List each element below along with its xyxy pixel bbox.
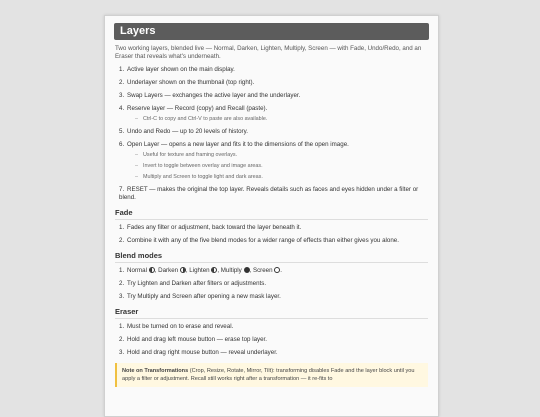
eraser-item <box>115 323 428 331</box>
separator: , <box>249 267 253 274</box>
item-number: 2. <box>119 79 125 86</box>
blend-mode-label: Multiply <box>220 267 242 274</box>
layers-help-panel <box>104 15 439 417</box>
blend-mode-label: Lighten <box>189 267 210 274</box>
eraser-list <box>115 323 428 357</box>
item-number: 2. <box>119 336 125 343</box>
blend-item <box>115 280 428 288</box>
item-text: Hold and drag left mouse button — erase top layer. <box>127 336 267 343</box>
item-text: Open Layer — opens a new layer and fits it to the dimensions of the open image. <box>127 141 349 148</box>
separator: , <box>217 267 221 274</box>
item-number: 3. <box>119 349 125 356</box>
item-number: 1. <box>119 267 125 274</box>
sub-item-text: Invert to toggle between overlay and image areas. <box>143 163 263 169</box>
layers-item <box>115 105 428 123</box>
dash-icon: – <box>135 163 138 169</box>
layers-list <box>115 66 428 202</box>
blend-mode-label: Normal <box>127 267 147 274</box>
sub-list <box>119 116 428 123</box>
dash-icon: – <box>135 152 138 158</box>
item-number: 1. <box>119 224 125 231</box>
item-number: 2. <box>119 280 125 287</box>
item-text: Try Lighten and Darken after filters or adjustments. <box>127 280 267 287</box>
blend-mode-label: Darken <box>158 267 179 274</box>
item-number: 4. <box>119 105 125 112</box>
eraser-item <box>115 336 428 344</box>
layers-item <box>115 128 428 136</box>
fade-list <box>115 224 428 245</box>
item-number: 3. <box>119 92 125 99</box>
half-right-circle-icon <box>180 267 186 273</box>
layers-item <box>115 141 428 181</box>
sub-item-text: Ctrl-C to copy and Ctrl-V to paste are also available. <box>143 116 268 122</box>
sub-list <box>119 152 428 181</box>
note-label: Note on Transformations <box>122 368 189 374</box>
item-text: Hold and drag right mouse button — reveal underlayer. <box>127 349 278 356</box>
separator: , <box>185 267 190 274</box>
item-number: 6. <box>119 141 125 148</box>
half-left-circle-icon <box>149 267 155 273</box>
blend-list <box>115 267 428 301</box>
item-text: Underlayer shown on the thumbnail (top right). <box>127 79 255 86</box>
sub-item <box>135 163 428 170</box>
item-text: Try Multiply and Screen after opening a new mask layer. <box>127 293 281 300</box>
transformations-note <box>115 363 428 387</box>
separator: , <box>154 267 159 274</box>
fade-item <box>115 224 428 232</box>
item-text: Active layer shown on the main display. <box>127 66 235 73</box>
sub-item <box>135 116 428 123</box>
item-text: Swap Layers — exchanges the active layer and the underlayer. <box>127 92 301 99</box>
dash-icon: – <box>135 174 138 180</box>
eraser-heading: Eraser <box>115 307 428 319</box>
layers-item <box>115 92 428 100</box>
item-text: Must be turned on to erase and reveal. <box>127 323 234 330</box>
item-text: Reserve layer — Record (copy) and Recall (paste). <box>127 105 268 112</box>
panel-content <box>105 45 438 387</box>
blend-item <box>115 293 428 301</box>
item-number: 2. <box>119 237 125 244</box>
blend-mode-label: Screen <box>252 267 273 274</box>
eraser-item <box>115 349 428 357</box>
blend-item <box>115 267 428 275</box>
item-text: RESET — makes the original the top layer. Reveals details such as faces and eyes hidden under a filter or blend. <box>119 186 419 201</box>
layers-item <box>115 186 428 202</box>
blend-heading: Blend modes <box>115 251 428 263</box>
item-text: Combine it with any of the five blend modes for a wider range of effects than either gives you alone. <box>127 237 399 244</box>
panel-title: Layers <box>114 23 429 40</box>
item-number: 5. <box>119 128 125 135</box>
layers-item <box>115 79 428 87</box>
dash-icon: – <box>135 116 138 122</box>
item-number: 3. <box>119 293 125 300</box>
item-text: Undo and Redo — up to 20 levels of history. <box>127 128 248 135</box>
note-text: (Crop, Resize, Rotate, Mirror, Tilt): transforming disables Fade and the layer block until you apply a filter or adjustment. Recall still works right after a transformation — it re-fits to <box>122 368 415 382</box>
item-text: Fades any filter or adjustment, back toward the layer beneath it. <box>127 224 302 231</box>
intro-text: Two working layers, blended live — Normal, Darken, Lighten, Multiply, Screen — with Fade, Undo/Redo, and an Eraser that reveals what's underneath. <box>115 45 422 60</box>
layers-item <box>115 66 428 74</box>
fade-item <box>115 237 428 245</box>
filled-circle-icon <box>244 267 250 273</box>
sub-item-text: Multiply and Screen to toggle light and dark areas. <box>143 174 263 180</box>
fade-heading: Fade <box>115 208 428 220</box>
item-number: 7. <box>119 186 125 193</box>
item-number: 1. <box>119 323 125 330</box>
separator: . <box>280 267 283 274</box>
sub-item <box>135 174 428 181</box>
item-number: 1. <box>119 66 125 73</box>
sub-item-text: Useful for texture and framing overlays. <box>143 152 238 158</box>
sub-item <box>135 152 428 159</box>
